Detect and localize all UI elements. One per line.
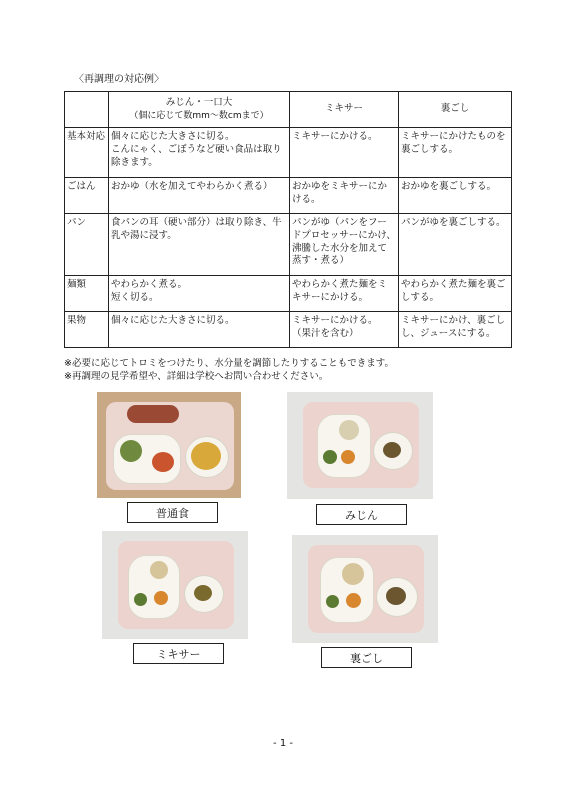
strained-main xyxy=(342,563,364,585)
table-cell: おかゆ（水を加えてやわらかく煮る） xyxy=(109,178,290,214)
minced-main xyxy=(339,420,359,440)
vegetable-dish xyxy=(120,440,142,462)
mixer-main xyxy=(150,561,168,579)
table-cell: パンがゆ（パンをフードプロセッサーにかけ、沸騰した水分を加えて蒸す・煮る） xyxy=(290,214,399,276)
photo-strained-meal xyxy=(292,535,438,643)
section-heading: 〈再調理の対応例〉 xyxy=(74,74,164,85)
caption-strained: 裏ごし xyxy=(321,647,412,668)
photo-mixer-meal xyxy=(102,531,248,639)
soup xyxy=(386,587,406,605)
table-header-row xyxy=(65,92,512,128)
minced-vegetable xyxy=(323,450,337,464)
soup xyxy=(194,585,212,601)
table-cell: ミキサーにかけたものを裏ごしする。 xyxy=(399,128,512,178)
note-thickener: ※必要に応じてトロミをつけたり、水分量を調節したりすることもできます。 xyxy=(64,358,395,369)
table-cell: おかゆをミキサーにかける。 xyxy=(290,178,399,214)
table-cell: おかゆを裏ごしする。 xyxy=(399,178,512,214)
main-dish xyxy=(152,452,174,472)
strained-side xyxy=(346,593,361,608)
note-inquiry: ※再調理の見学希望や、詳細は学校へお問い合わせください。 xyxy=(64,371,329,382)
table-cell: 個々に応じた大きさに切る。 こんにゃく、ごぼうなど硬い食品は取り除きます。 xyxy=(109,128,290,178)
table-row xyxy=(65,276,512,312)
table-row xyxy=(65,128,512,178)
strained-vegetable xyxy=(326,595,339,608)
soup xyxy=(383,442,401,458)
header-cell-empty xyxy=(65,92,109,128)
caption-normal: 普通食 xyxy=(127,502,218,523)
table-cell: ミキサーにかけ、裏ごしし、ジュースにする。 xyxy=(399,312,512,348)
soup xyxy=(191,442,221,470)
photo-minced-meal xyxy=(287,392,433,499)
header-cell-strained: 裏ごし xyxy=(399,92,512,128)
table-row xyxy=(65,178,512,214)
table-cell: ミキサーにかける。 xyxy=(290,128,399,178)
table-row xyxy=(65,312,512,348)
row-label: 麺類 xyxy=(65,276,109,312)
minced-side xyxy=(341,450,355,464)
photo-normal-meal xyxy=(97,392,241,498)
table-cell: やわらかく煮た麺をミキサーにかける。 xyxy=(290,276,399,312)
row-label: パン xyxy=(65,214,109,276)
table-cell: 食パンの耳（硬い部分）は取り除き、牛乳や湯に浸す。 xyxy=(109,214,290,276)
header-title: みじん・一口大 xyxy=(165,97,233,109)
mixer-side xyxy=(154,591,168,605)
caption-minced: みじん xyxy=(316,504,407,525)
page-number: - 1 - xyxy=(273,738,293,749)
row-label: ごはん xyxy=(65,178,109,214)
table-row xyxy=(65,214,512,276)
mixer-vegetable xyxy=(134,593,147,606)
header-cell-minced xyxy=(109,92,290,128)
caption-mixer: ミキサー xyxy=(133,643,224,664)
table-cell: やわらかく煮た麺を裏ごしする。 xyxy=(399,276,512,312)
table-cell: やわらかく煮る。 短く切る。 xyxy=(109,276,290,312)
table-cell: 個々に応じた大きさに切る。 xyxy=(109,312,290,348)
row-label: 基本対応 xyxy=(65,128,109,178)
table-cell: ミキサーにかける。 （果汁を含む） xyxy=(290,312,399,348)
table-cell: パンがゆを裏ごしする。 xyxy=(399,214,512,276)
reprocessing-table xyxy=(64,91,512,348)
header-cell-mixer: ミキサー xyxy=(290,92,399,128)
header-subtitle: （個に応じて数mm～数cmまで） xyxy=(129,110,269,121)
bread-roll xyxy=(127,405,179,423)
row-label: 果物 xyxy=(65,312,109,348)
